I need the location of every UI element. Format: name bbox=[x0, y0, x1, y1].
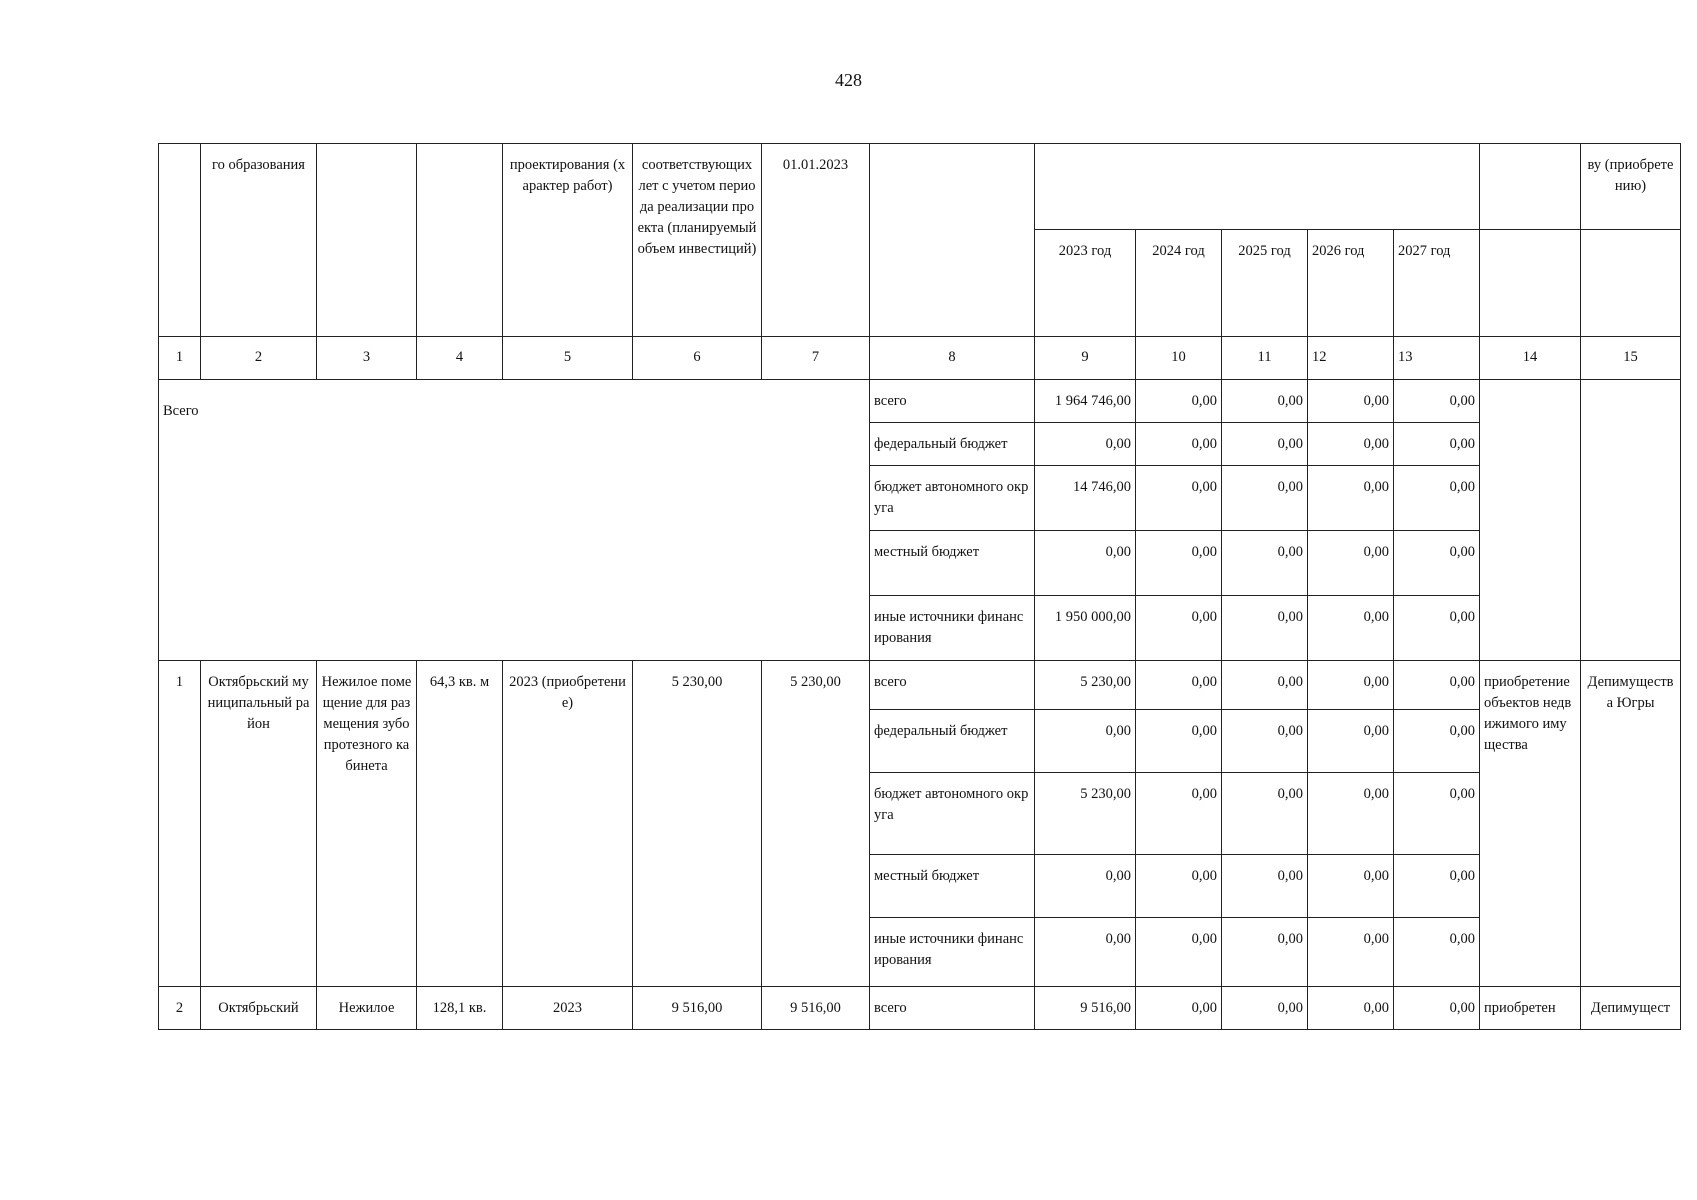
object-municipality: Октябрьский bbox=[201, 987, 317, 1030]
year-header: 2026 год bbox=[1308, 230, 1394, 337]
funding-source: всего bbox=[870, 987, 1035, 1030]
amount-cell: 0,00 bbox=[1308, 987, 1394, 1030]
amount-cell: 0,00 bbox=[1308, 531, 1394, 596]
header-cell-15: ву (приобретению) bbox=[1581, 144, 1681, 230]
amount-cell: 0,00 bbox=[1222, 380, 1308, 423]
amount-cell: 5 230,00 bbox=[1035, 773, 1136, 855]
object-municipality: Октябрьский муниципальный район bbox=[201, 661, 317, 987]
column-number: 12 bbox=[1308, 337, 1394, 380]
amount-cell: 0,00 bbox=[1308, 773, 1394, 855]
header-cell-14b bbox=[1480, 230, 1581, 337]
object-number: 2 bbox=[159, 987, 201, 1030]
column-number: 6 bbox=[633, 337, 762, 380]
amount-cell: 0,00 bbox=[1035, 710, 1136, 773]
amount-cell: 0,00 bbox=[1394, 987, 1480, 1030]
column-number: 7 bbox=[762, 337, 870, 380]
object-customer: Депимущест bbox=[1581, 987, 1681, 1030]
column-number: 15 bbox=[1581, 337, 1681, 380]
column-number: 14 bbox=[1480, 337, 1581, 380]
object-capacity: 128,1 кв. bbox=[417, 987, 503, 1030]
amount-cell: 0,00 bbox=[1136, 987, 1222, 1030]
column-number-row bbox=[159, 337, 1681, 380]
amount-cell: 0,00 bbox=[1035, 531, 1136, 596]
object-direction: приобретен bbox=[1480, 987, 1581, 1030]
funding-source: иные источники финансирования bbox=[870, 918, 1035, 987]
amount-cell: 0,00 bbox=[1136, 855, 1222, 918]
header-cell-6: соответствующих лет с учетом периода реализации проекта (планируемый объем инвестиций) bbox=[633, 144, 762, 337]
column-number: 5 bbox=[503, 337, 633, 380]
object-cost: 9 516,00 bbox=[633, 987, 762, 1030]
column-number: 1 bbox=[159, 337, 201, 380]
amount-cell: 0,00 bbox=[1394, 710, 1480, 773]
amount-cell: 0,00 bbox=[1222, 987, 1308, 1030]
amount-cell: 0,00 bbox=[1308, 596, 1394, 661]
amount-cell: 0,00 bbox=[1394, 380, 1480, 423]
amount-cell: 14 746,00 bbox=[1035, 466, 1136, 531]
total-direction-cell bbox=[1480, 380, 1581, 661]
amount-cell: 0,00 bbox=[1308, 466, 1394, 531]
column-number: 8 bbox=[870, 337, 1035, 380]
funding-source: всего bbox=[870, 380, 1035, 423]
amount-cell: 0,00 bbox=[1136, 773, 1222, 855]
year-header: 2027 год bbox=[1394, 230, 1480, 337]
amount-cell: 0,00 bbox=[1308, 710, 1394, 773]
amount-cell: 0,00 bbox=[1136, 661, 1222, 710]
year-header: 2023 год bbox=[1035, 230, 1136, 337]
amount-cell: 0,00 bbox=[1136, 918, 1222, 987]
object-name: Нежилое помещение для размещения зубопротезного кабинета bbox=[317, 661, 417, 987]
header-cell-15b bbox=[1581, 230, 1681, 337]
header-cell-2: го образования bbox=[201, 144, 317, 337]
header-cell-14 bbox=[1480, 144, 1581, 230]
column-number: 4 bbox=[417, 337, 503, 380]
investment-table bbox=[158, 143, 1681, 1030]
object-customer: Депимущества Югры bbox=[1581, 661, 1681, 987]
funding-source: бюджет автономного округа bbox=[870, 466, 1035, 531]
funding-source: иные источники финансирования bbox=[870, 596, 1035, 661]
amount-cell: 0,00 bbox=[1394, 531, 1480, 596]
column-number: 2 bbox=[201, 337, 317, 380]
object-capacity: 64,3 кв. м bbox=[417, 661, 503, 987]
object-name: Нежилое bbox=[317, 987, 417, 1030]
funding-source: местный бюджет bbox=[870, 855, 1035, 918]
amount-cell: 0,00 bbox=[1394, 855, 1480, 918]
amount-cell: 0,00 bbox=[1394, 918, 1480, 987]
amount-cell: 0,00 bbox=[1394, 596, 1480, 661]
object-direction: приобретение объектов недвижимого имущества bbox=[1480, 661, 1581, 987]
header-cell-8 bbox=[870, 144, 1035, 337]
amount-cell: 0,00 bbox=[1394, 773, 1480, 855]
funding-source: федеральный бюджет bbox=[870, 423, 1035, 466]
object2-row-vsego bbox=[159, 987, 1681, 1030]
amount-cell: 0,00 bbox=[1136, 423, 1222, 466]
amount-cell: 0,00 bbox=[1136, 380, 1222, 423]
header-cell-4 bbox=[417, 144, 503, 337]
header-row-top bbox=[159, 144, 1681, 230]
funding-source: всего bbox=[870, 661, 1035, 710]
amount-cell: 0,00 bbox=[1308, 661, 1394, 710]
header-cell-3 bbox=[317, 144, 417, 337]
amount-cell: 0,00 bbox=[1136, 710, 1222, 773]
total-customer-cell bbox=[1581, 380, 1681, 661]
amount-cell: 0,00 bbox=[1222, 918, 1308, 987]
object-cost: 5 230,00 bbox=[633, 661, 762, 987]
amount-cell: 1 964 746,00 bbox=[1035, 380, 1136, 423]
amount-cell: 0,00 bbox=[1035, 918, 1136, 987]
header-cell-7: 01.01.2023 bbox=[762, 144, 870, 337]
amount-cell: 0,00 bbox=[1222, 596, 1308, 661]
column-number: 3 bbox=[317, 337, 417, 380]
amount-cell: 0,00 bbox=[1308, 380, 1394, 423]
header-years-group bbox=[1035, 144, 1480, 230]
funding-source: местный бюджет bbox=[870, 531, 1035, 596]
header-cell-5: проектирования (характер работ) bbox=[503, 144, 633, 337]
object-remaining: 5 230,00 bbox=[762, 661, 870, 987]
amount-cell: 0,00 bbox=[1136, 466, 1222, 531]
amount-cell: 0,00 bbox=[1394, 466, 1480, 531]
header-cell-1 bbox=[159, 144, 201, 337]
amount-cell: 0,00 bbox=[1035, 423, 1136, 466]
amount-cell: 0,00 bbox=[1222, 423, 1308, 466]
amount-cell: 0,00 bbox=[1394, 661, 1480, 710]
amount-cell: 0,00 bbox=[1222, 855, 1308, 918]
column-number: 9 bbox=[1035, 337, 1136, 380]
amount-cell: 0,00 bbox=[1222, 661, 1308, 710]
amount-cell: 0,00 bbox=[1308, 855, 1394, 918]
funding-source: федеральный бюджет bbox=[870, 710, 1035, 773]
amount-cell: 0,00 bbox=[1222, 773, 1308, 855]
object-number: 1 bbox=[159, 661, 201, 987]
column-number: 10 bbox=[1136, 337, 1222, 380]
object1-row-vsego bbox=[159, 661, 1681, 710]
amount-cell: 0,00 bbox=[1222, 466, 1308, 531]
amount-cell: 0,00 bbox=[1394, 423, 1480, 466]
amount-cell: 0,00 bbox=[1308, 918, 1394, 987]
object-period: 2023 (приобретение) bbox=[503, 661, 633, 987]
amount-cell: 1 950 000,00 bbox=[1035, 596, 1136, 661]
total-row-vsego bbox=[159, 380, 1681, 423]
amount-cell: 0,00 bbox=[1222, 710, 1308, 773]
amount-cell: 5 230,00 bbox=[1035, 661, 1136, 710]
amount-cell: 0,00 bbox=[1035, 855, 1136, 918]
amount-cell: 0,00 bbox=[1136, 596, 1222, 661]
year-header: 2025 год bbox=[1222, 230, 1308, 337]
funding-source: бюджет автономного округа bbox=[870, 773, 1035, 855]
amount-cell: 0,00 bbox=[1222, 531, 1308, 596]
total-label: Всего bbox=[159, 380, 870, 661]
object-period: 2023 bbox=[503, 987, 633, 1030]
year-header: 2024 год bbox=[1136, 230, 1222, 337]
column-number: 11 bbox=[1222, 337, 1308, 380]
page-number: 428 bbox=[835, 70, 862, 90]
amount-cell: 9 516,00 bbox=[1035, 987, 1136, 1030]
amount-cell: 0,00 bbox=[1136, 531, 1222, 596]
amount-cell: 0,00 bbox=[1308, 423, 1394, 466]
column-number: 13 bbox=[1394, 337, 1480, 380]
object-remaining: 9 516,00 bbox=[762, 987, 870, 1030]
